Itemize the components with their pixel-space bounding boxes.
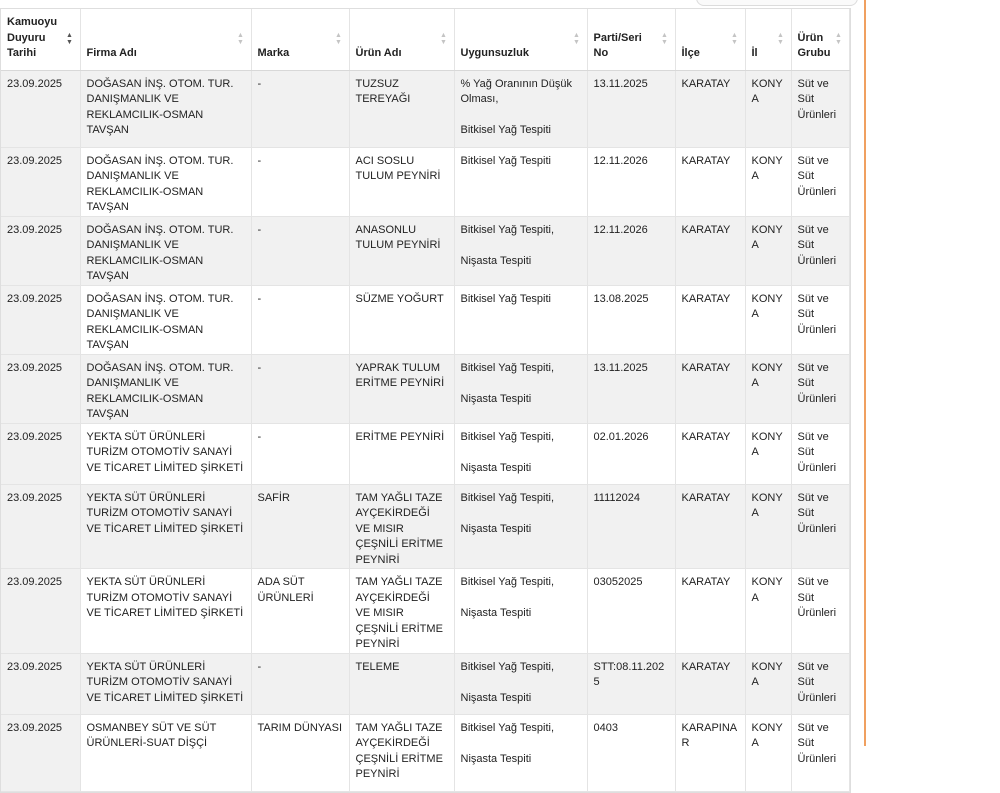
top-search-field[interactable] [696,0,858,6]
cell-product: ERİTME PEYNİRİ [349,423,454,484]
table-row [1,70,849,147]
table-row [1,484,849,569]
cell-product: ACI SOSLU TULUM PEYNİRİ [349,147,454,216]
table-row [1,147,849,216]
sort-icon: ▲ ▼ [661,32,668,47]
cell-group: Süt ve Süt Ürünleri [791,653,849,714]
cell-date: 23.09.2025 [1,70,80,147]
cell-district: KARATAY [675,484,745,569]
cell-brand: - [251,70,349,147]
cell-brand: - [251,354,349,423]
nonconformity-line: Nişasta Tespiti [460,691,532,704]
sort-icon: ▲ ▼ [777,32,784,47]
cell-brand: TARIM DÜNYASI [251,714,349,791]
nonconformity-line: Nişasta Tespiti [460,752,532,765]
sort-icon: ▲ ▼ [731,32,738,47]
cell-province: KONYA [745,484,791,569]
sort-icon: ▲ ▼ [835,32,842,47]
cell-province: KONYA [745,70,791,147]
nonconformity-line: Nişasta Tespiti [460,254,532,267]
table-row [1,285,849,354]
cell-firm: OSMANBEY SÜT VE SÜT ÜRÜNLERİ-SUAT DİŞÇİ [80,714,251,791]
cell-district: KARATAY [675,70,745,147]
column-header-product[interactable]: Ürün Adı ▲ ▼ [349,9,454,70]
nonconformity-line: Nişasta Tespiti [460,607,532,619]
cell-province: KONYA [745,423,791,484]
cell-group: Süt ve Süt Ürünleri [791,285,849,354]
cell-lot: 12.11.2026 [587,147,675,216]
column-header-date[interactable]: Kamuoyu Duyuru Tarihi ▲ ▼ [1,9,80,70]
cell-group: Süt ve Süt Ürünleri [791,569,849,654]
table-row [1,653,849,714]
cell-nonconformity [454,484,587,569]
nonconformity-line: Nişasta Tespiti [460,522,532,535]
cell-nonconformity [454,653,587,714]
cell-product: TAM YAĞLI TAZE AYÇEKİRDEĞİ VE MISIR ÇEŞNİLİ ERİTME PEYNİRİ [349,484,454,569]
cell-lot: 13.11.2025 [587,70,675,147]
nonconformity-line: Bitkisel Yağ Tespiti [460,124,551,136]
table-row [1,714,849,791]
cell-product: TAM YAĞLI TAZE AYÇEKİRDEĞİ VE MISIR ÇEŞNİLİ ERİTME PEYNİRİ [349,569,454,654]
cell-firm: DOĞASAN İNŞ. OTOM. TUR. DANIŞMANLIK VE REKLAMCILIK-OSMAN TAVŞAN [80,216,251,285]
cell-lot: 12.11.2026 [587,216,675,285]
cell-group: Süt ve Süt Ürünleri [791,423,849,484]
cell-firm: YEKTA SÜT ÜRÜNLERİ TURİZM OTOMOTİV SANAYİ VE TİCARET LİMİTED ŞİRKETİ [80,569,251,654]
cell-date: 23.09.2025 [1,216,80,285]
sort-icon: ▲ ▼ [335,32,342,47]
table-header-row [1,9,849,70]
nonconformity-line: Nişasta Tespiti [460,392,532,405]
cell-date: 23.09.2025 [1,354,80,423]
column-header-group[interactable]: Ürün Grubu ▲ ▼ [791,9,849,70]
cell-district: KARATAY [675,653,745,714]
cell-group: Süt ve Süt Ürünleri [791,70,849,147]
cell-firm: YEKTA SÜT ÜRÜNLERİ TURİZM OTOMOTİV SANAYİ VE TİCARET LİMİTED ŞİRKETİ [80,484,251,569]
cell-product: TELEME [349,653,454,714]
cell-nonconformity [454,354,587,423]
cell-firm: DOĞASAN İNŞ. OTOM. TUR. DANIŞMANLIK VE REKLAMCILIK-OSMAN TAVŞAN [80,285,251,354]
cell-province: KONYA [745,653,791,714]
cell-district: KARATAY [675,216,745,285]
nonconformity-line: Bitkisel Yağ Tespiti, [460,660,555,673]
column-header-province[interactable]: İl ▲ ▼ [745,9,791,70]
cell-province: KONYA [745,147,791,216]
nonconformity-line: Nişasta Tespiti [460,461,532,474]
cell-nonconformity [454,423,587,484]
cell-firm: DOĞASAN İNŞ. OTOM. TUR. DANIŞMANLIK VE REKLAMCILIK-OSMAN TAVŞAN [80,70,251,147]
cell-district: KARAPINAR [675,714,745,791]
table-row [1,569,849,654]
cell-province: KONYA [745,714,791,791]
nonconformity-line: Bitkisel Yağ Tespiti [460,292,551,305]
cell-product: YAPRAK TULUM ERİTME PEYNİRİ [349,354,454,423]
nonconformity-line: Bitkisel Yağ Tespiti [460,154,551,167]
nonconformity-line: Bitkisel Yağ Tespiti, [460,361,555,374]
column-header-brand[interactable]: Marka ▲ ▼ [251,9,349,70]
cell-brand: - [251,653,349,714]
cell-group: Süt ve Süt Ürünleri [791,354,849,423]
table-row [1,216,849,285]
page-divider [864,0,866,746]
table-row [1,354,849,423]
cell-district: KARATAY [675,423,745,484]
recall-table [1,9,850,792]
cell-lot: 11112024 [587,484,675,569]
cell-lot: 0403 [587,714,675,791]
cell-firm: YEKTA SÜT ÜRÜNLERİ TURİZM OTOMOTİV SANAYİ VE TİCARET LİMİTED ŞİRKETİ [80,423,251,484]
cell-nonconformity [454,714,587,791]
nonconformity-line: Bitkisel Yağ Tespiti, [460,491,555,504]
cell-lot: 03052025 [587,569,675,654]
cell-lot: 02.01.2026 [587,423,675,484]
cell-brand: - [251,285,349,354]
column-header-lot[interactable]: Parti/Seri No ▲ ▼ [587,9,675,70]
cell-date: 23.09.2025 [1,714,80,791]
cell-province: KONYA [745,285,791,354]
column-header-nonconformity[interactable]: Uygunsuzluk ▲ ▼ [454,9,587,70]
cell-nonconformity [454,569,587,654]
cell-date: 23.09.2025 [1,147,80,216]
cell-nonconformity [454,147,587,216]
nonconformity-line: Bitkisel Yağ Tespiti, [460,576,555,588]
cell-province: KONYA [745,354,791,423]
cell-district: KARATAY [675,569,745,654]
cell-firm: YEKTA SÜT ÜRÜNLERİ TURİZM OTOMOTİV SANAYİ VE TİCARET LİMİTED ŞİRKETİ [80,653,251,714]
cell-district: KARATAY [675,285,745,354]
cell-date: 23.09.2025 [1,423,80,484]
cell-brand: - [251,423,349,484]
nonconformity-line: Bitkisel Yağ Tespiti, [460,430,555,443]
recall-table-container [0,8,851,793]
nonconformity-line: Bitkisel Yağ Tespiti, [460,223,555,236]
nonconformity-line: % Yağ Oranının Düşük Olması, [460,77,572,105]
cell-nonconformity [454,70,587,147]
cell-group: Süt ve Süt Ürünleri [791,714,849,791]
nonconformity-line: Bitkisel Yağ Tespiti, [460,721,555,734]
cell-nonconformity [454,216,587,285]
column-header-firm[interactable]: Firma Adı ▲ ▼ [80,9,251,70]
cell-product: TUZSUZ TEREYAĞI [349,70,454,147]
cell-lot: STT:08.11.2025 [587,653,675,714]
column-header-district[interactable]: İlçe ▲ ▼ [675,9,745,70]
cell-date: 23.09.2025 [1,569,80,654]
cell-lot: 13.08.2025 [587,285,675,354]
cell-brand: - [251,147,349,216]
cell-brand: ADA SÜT ÜRÜNLERİ [251,569,349,654]
sort-icon: ▲ ▼ [440,32,447,47]
cell-product: SÜZME YOĞURT [349,285,454,354]
cell-firm: DOĞASAN İNŞ. OTOM. TUR. DANIŞMANLIK VE REKLAMCILIK-OSMAN TAVŞAN [80,147,251,216]
cell-group: Süt ve Süt Ürünleri [791,147,849,216]
cell-product: ANASONLU TULUM PEYNİRİ [349,216,454,285]
cell-date: 23.09.2025 [1,285,80,354]
cell-brand: - [251,216,349,285]
cell-district: KARATAY [675,354,745,423]
cell-date: 23.09.2025 [1,484,80,569]
cell-lot: 13.11.2025 [587,354,675,423]
cell-province: KONYA [745,569,791,654]
cell-firm: DOĞASAN İNŞ. OTOM. TUR. DANIŞMANLIK VE REKLAMCILIK-OSMAN TAVŞAN [80,354,251,423]
table-row [1,423,849,484]
cell-nonconformity [454,285,587,354]
sort-desc-icon: ▲ ▼ [66,32,73,47]
cell-brand: SAFİR [251,484,349,569]
sort-icon: ▲ ▼ [573,32,580,47]
cell-product: TAM YAĞLI TAZE AYÇEKİRDEĞİ ÇEŞNİLİ ERİTME PEYNİRİ [349,714,454,791]
cell-province: KONYA [745,216,791,285]
sort-icon: ▲ ▼ [237,32,244,47]
cell-district: KARATAY [675,147,745,216]
cell-date: 23.09.2025 [1,653,80,714]
cell-group: Süt ve Süt Ürünleri [791,484,849,569]
cell-group: Süt ve Süt Ürünleri [791,216,849,285]
